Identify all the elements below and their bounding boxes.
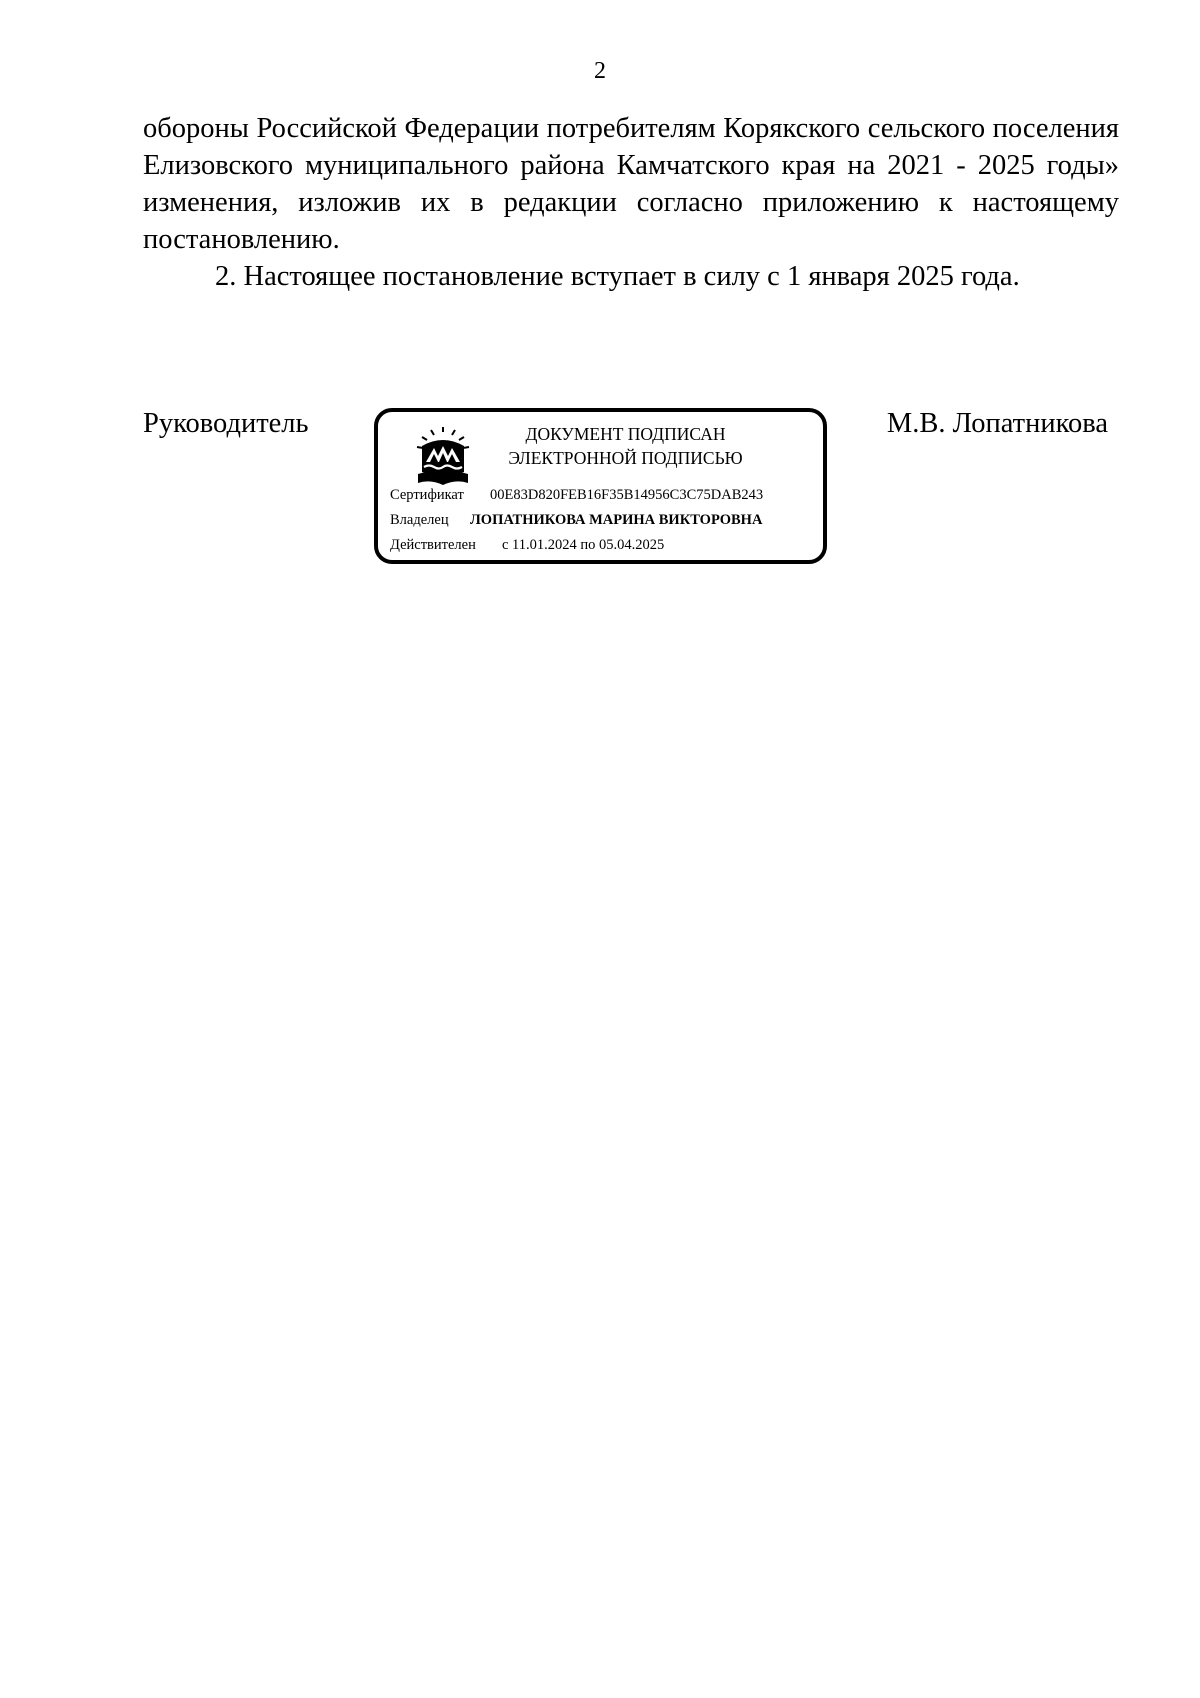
validity-label: Действителен [390,537,476,553]
stamp-certificate-row [390,487,764,504]
page-number: 2 [594,58,606,84]
body-paragraph-2: 2. Настоящее постановление вступает в силу с 1 января 2025 года. [215,261,1020,292]
body-paragraph-1: обороны Российской Федерации потребителям Корякского сельского поселения Елизовского муниципального района Камчатского края на 2021 - 2025 годы» изменения, изложив их в редакции согласно приложению к настоящему постановлению. [143,113,1119,255]
stamp-validity-row [390,537,665,554]
stamp-heading-line-2: ЭЛЕКТРОННОЙ ПОДПИСЬЮ [508,448,743,468]
stamp-owner-row [390,512,763,529]
certificate-label: Сертификат [390,487,464,503]
owner-label: Владелец [390,512,449,528]
coat-of-arms-icon [414,426,472,486]
stamp-heading-line-1: ДОКУМЕНТ ПОДПИСАН [525,424,726,444]
document-body [143,110,1119,295]
signer-position-title: Руководитель [143,408,309,439]
electronic-signature-stamp [374,408,827,564]
owner-value: ЛОПАТНИКОВА МАРИНА ВИКТОРОВНА [470,512,763,528]
validity-value: с 11.01.2024 по 05.04.2025 [502,537,665,553]
signer-name: М.В. Лопатникова [886,408,1108,439]
stamp-heading [488,422,763,470]
certificate-value: 00E83D820FEB16F35B14956C3C75DAB243 [490,487,764,503]
